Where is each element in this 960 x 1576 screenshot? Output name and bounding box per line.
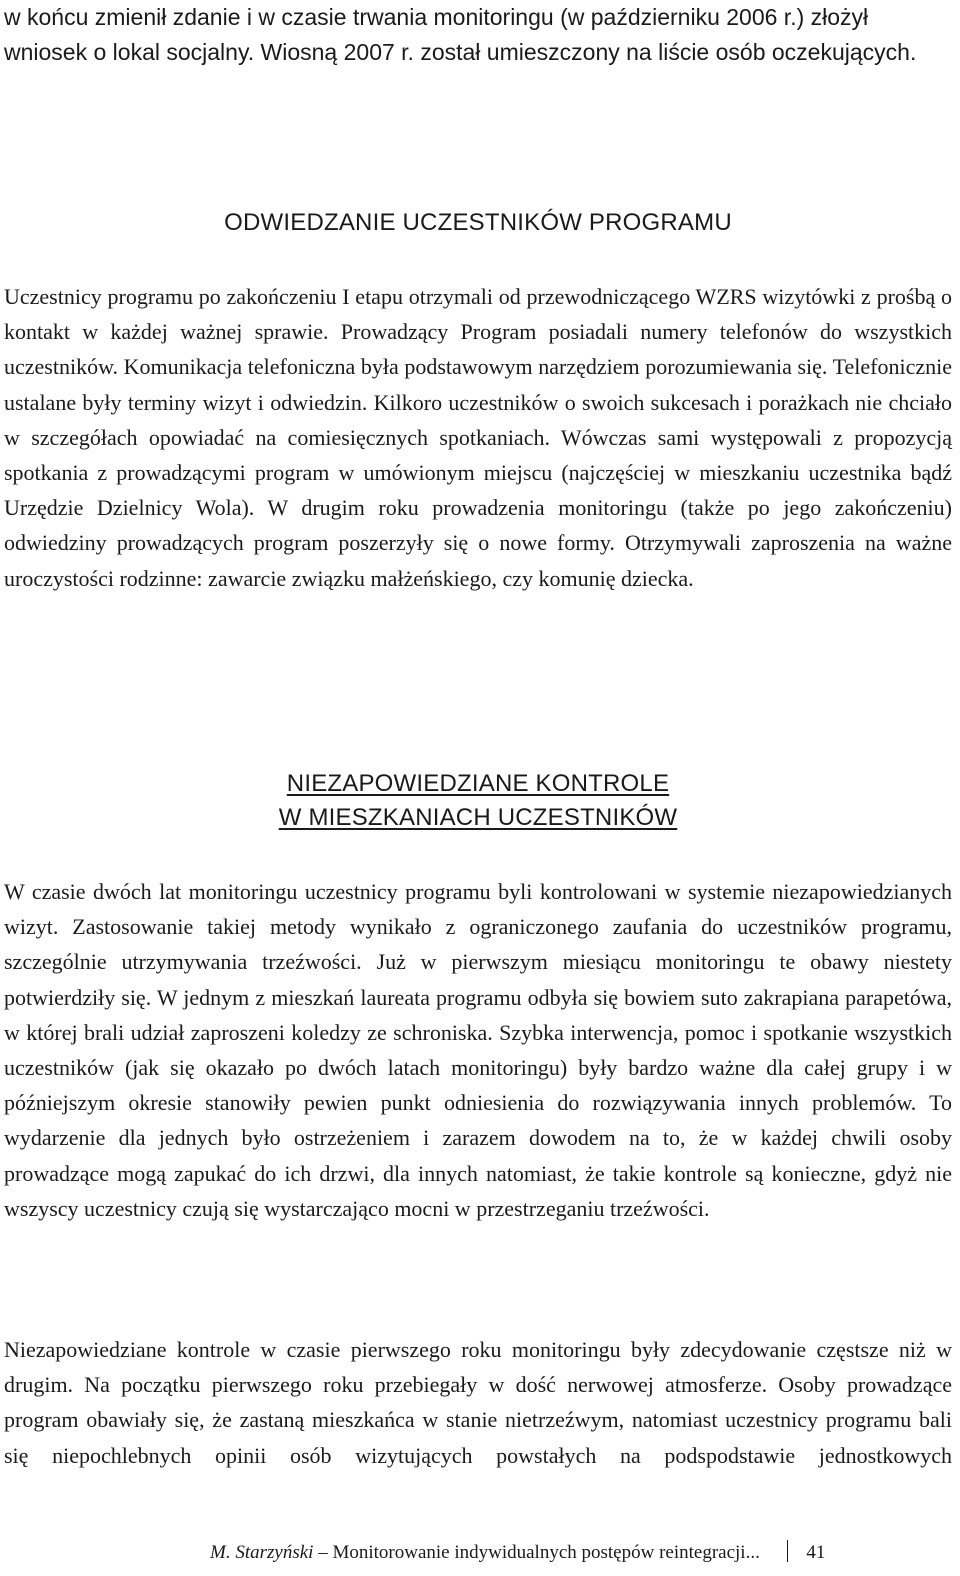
section-paragraph-inspections-2: Niezapowiedziane kontrole w czasie pierwszego roku monitoringu były zdecydowanie częstsze niż w drugim. Na początku pierwszego roku przebiegały w dość nerwowej atmosferze. Osoby prowadzące program obawiały się, że zastaną mieszkańca w stanie nietrzeźwym, natomiast uczestnicy programu bali się niepochlebnych opinii osób wizytujących powstałych na podspodstawie jednostkowych — [4, 1337, 952, 1468]
section-heading-inspections — [4, 767, 952, 835]
footer-separator — [787, 1540, 788, 1562]
section-heading-inspections-line2: W MIESZKANIACH UCZESTNIKÓW — [278, 804, 678, 831]
section-paragraph-visits: Uczestnicy programu po zakończeniu I etapu otrzymali od przewodniczącego WZRS wizytówki z prośbą o kontakt w każdej ważnej sprawie. Prowadzący Program posiadali numery telefonów do wszystkich uczestników. Komunikacja telefoniczna była podstawowym narzędziem porozumiewania się. Telefonicznie ustalane były terminy wizyt i odwiedzin. Kilkoro uczestników o swoich sukcesach i porażkach nie chciało w szczegółach opowiadać na comiesięcznych spotkaniach. Wówczas sami występowali z propozycją spotkania z prowadzącymi program w umówionym miejscu (najczęściej w mieszkaniu uczestnika bądź Urzędzie Dzielnicy Wola). W drugim roku prowadzenia monitoringu (także po jego zakończeniu) odwiedziny prowadzących program poszerzyły się o nowe formy. Otrzymywali zaproszenia na ważne uroczystości rodzinne: zawarcie związku małżeńskiego, czy komunię dziecka. — [4, 284, 952, 591]
footer-author: M. Starzyński — [210, 1542, 314, 1563]
section-heading-visits: ODWIEDZANIE UCZESTNIKÓW PROGRAMU — [224, 209, 732, 236]
page-footer — [210, 1540, 952, 1566]
footer-dash: – — [318, 1542, 328, 1563]
section-heading-inspections-line1: NIEZAPOWIEDZIANE KONTROLE — [286, 770, 670, 797]
intro-paragraph: w końcu zmienił zdanie i w czasie trwania monitoringu (w październiku 2006 r.) złożył wniosek o lokal socjalny. Wiosną 2007 r. został umieszczony na liście osób oczekujących. — [4, 4, 917, 65]
section-paragraph-inspections-1: W czasie dwóch lat monitoringu uczestnicy programu byli kontrolowani w systemie niezapowiedzianych wizyt. Zastosowanie takiej metody wynikało z ograniczonego zaufania do uczestników programu, szczególnie utrzymywania trzeźwości. Już w pierwszym miesiącu monitoringu te obawy niestety potwierdziły się. W jednym z mieszkań laureata programu odbyła się bowiem suto zakrapiana parapetówa, w której brali udział zaproszeni koledzy ze schroniska. Szybka interwencja, pomoc i spotkanie wszystkich uczestników (jak się okazało po dwóch latach monitoringu) były bardzo ważne dla całej grupy i w późniejszym okresie stanowiły pewien punkt odniesienia do rozwiązywania innych problemów. To wydarzenie dla jednych było ostrzeżeniem i zarazem dowodem na to, że w każdej chwili osoby prowadzące mogą zapukać do ich drzwi, dla innych natomiast, że takie kontrole są konieczne, gdyż nie wszyscy uczestnicy czują się wystarczająco mocni w przestrzeganiu trzeźwości. — [4, 879, 952, 1221]
footer-title: Monitorowanie indywidualnych postępów reintegracji... — [332, 1542, 760, 1563]
footer-page-number: 41 — [806, 1542, 826, 1563]
